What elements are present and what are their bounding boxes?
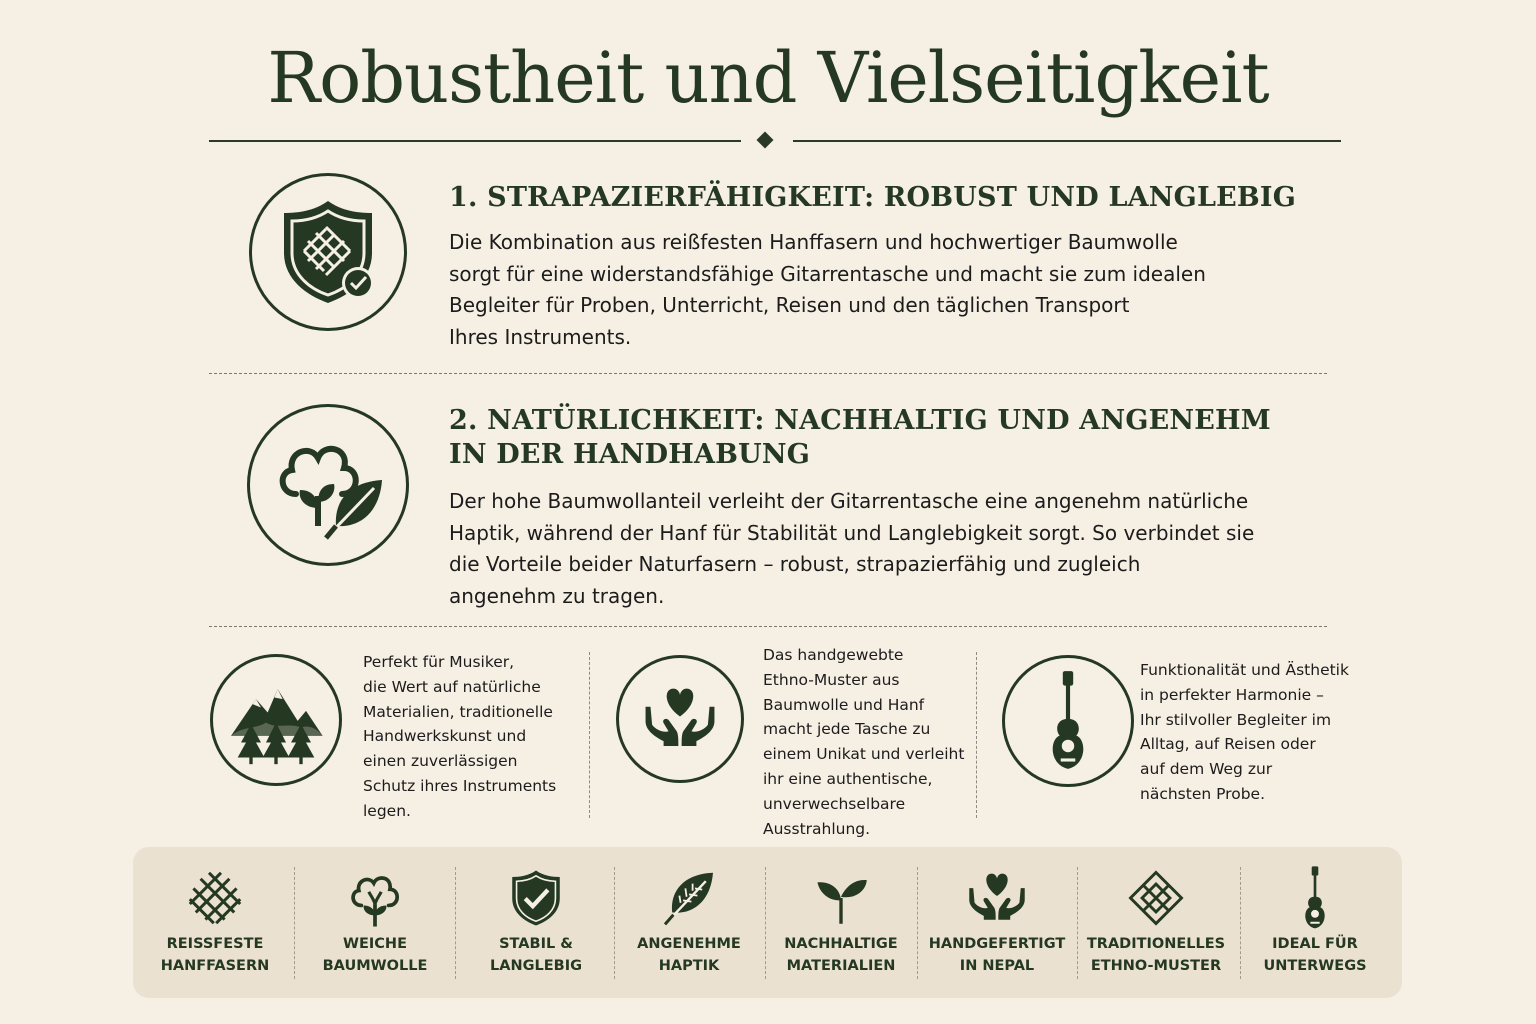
feature-item: ANGENEHME HAPTIK: [629, 847, 749, 998]
feature-item: WEICHE BAUMWOLLE: [315, 847, 435, 998]
feature-divider: [294, 867, 295, 979]
heart-hands-circle-icon: [616, 655, 744, 783]
highlight-1-text: Perfekt für Musiker, die Wert auf natürliche Materialien, traditionelle Handwerkskunst und einen zuverlässigen Schutz ihres Instruments legen.: [363, 653, 557, 820]
section-divider: [209, 626, 1327, 627]
mountain-trees-circle-icon: [210, 654, 342, 786]
feature-item: IDEAL FÜR UNTERWEGS: [1255, 847, 1375, 998]
shield-check-circle-icon: [249, 173, 407, 331]
cotton-leaf-circle-icon: [247, 404, 409, 566]
heart-hands-icon: [964, 868, 1030, 928]
feature-item: TRADITIONELLES ETHNO-MUSTER: [1086, 847, 1226, 998]
guitar-icon: [1046, 669, 1090, 773]
highlight-2-text: Das handgewebte Ethno-Muster aus Baumwolle und Hanf macht jede Tasche zu einem Unikat und verleiht ihr eine authentische, unverwechselbare Ausstrahlung.: [763, 646, 965, 838]
guitar-circle-icon: [1002, 655, 1134, 787]
cotton-leaf-icon: [270, 430, 386, 540]
leaf-icon: [659, 868, 719, 928]
feature-divider: [455, 867, 456, 979]
section-2-heading: 2. NATÜRLICHKEIT: NACHHALTIG UND ANGENEHM IN DER HANDHABUNG: [449, 405, 1271, 470]
divider-diamond-icon: [757, 132, 774, 149]
mountain-trees-icon: [226, 674, 326, 766]
feature-item: REISSFESTE HANFFASERN: [155, 847, 275, 998]
feature-divider: [1240, 867, 1241, 979]
cotton-icon: [344, 867, 406, 929]
feature-divider: [614, 867, 615, 979]
highlight-divider: [976, 652, 977, 818]
feature-item: STABIL & LANGLEBIG: [476, 847, 596, 998]
feature-item: HANDGEFERTIGT IN NEPAL: [927, 847, 1067, 998]
page-title: Robustheit und Vielseitigkeit: [267, 37, 1269, 119]
highlight-divider: [589, 652, 590, 818]
highlight-3-text: Funktionalität und Ästhetik in perfekter Harmonie – Ihr stilvoller Begleiter im Alltag, auf Reisen oder auf dem Weg zur nächsten Probe.: [1140, 661, 1349, 803]
section-divider: [209, 373, 1327, 374]
shield-check-icon: [278, 197, 378, 307]
title-divider-right: [793, 140, 1341, 142]
feature-divider: [765, 867, 766, 979]
ethno-pattern-icon: [1127, 869, 1185, 927]
section-1-heading: 1. STRAPAZIERFÄHIGKEIT: ROBUST UND LANGLEBIG: [449, 182, 1297, 213]
feature-divider: [1077, 867, 1078, 979]
heart-hands-icon: [639, 682, 721, 756]
shield-check-icon: [509, 868, 563, 928]
weave-icon: [185, 868, 245, 928]
feature-band: [133, 847, 1402, 998]
feature-item: NACHHALTIGE MATERIALIEN: [776, 847, 906, 998]
sprout-icon: [813, 870, 869, 926]
feature-divider: [917, 867, 918, 979]
section-2-body: Der hohe Baumwollanteil verleiht der Gitarrentasche eine angenehm natürliche Haptik, während der Hanf für Stabilität und Langlebigkeit sorgt. So verbindet sie die Vorteile beider Naturfasern – robust, strapazierfähig und zugleich angenehm zu tragen.: [449, 489, 1255, 608]
guitar-icon: [1300, 865, 1330, 931]
title-divider-left: [209, 140, 741, 142]
section-1-body: Die Kombination aus reißfesten Hanffasern und hochwertiger Baumwolle sorgt für eine widerstandsfähige Gitarrentasche und macht sie zum idealen Begleiter für Proben, Unterricht, Reisen und den täglichen Transport Ihres Instruments.: [449, 230, 1206, 349]
